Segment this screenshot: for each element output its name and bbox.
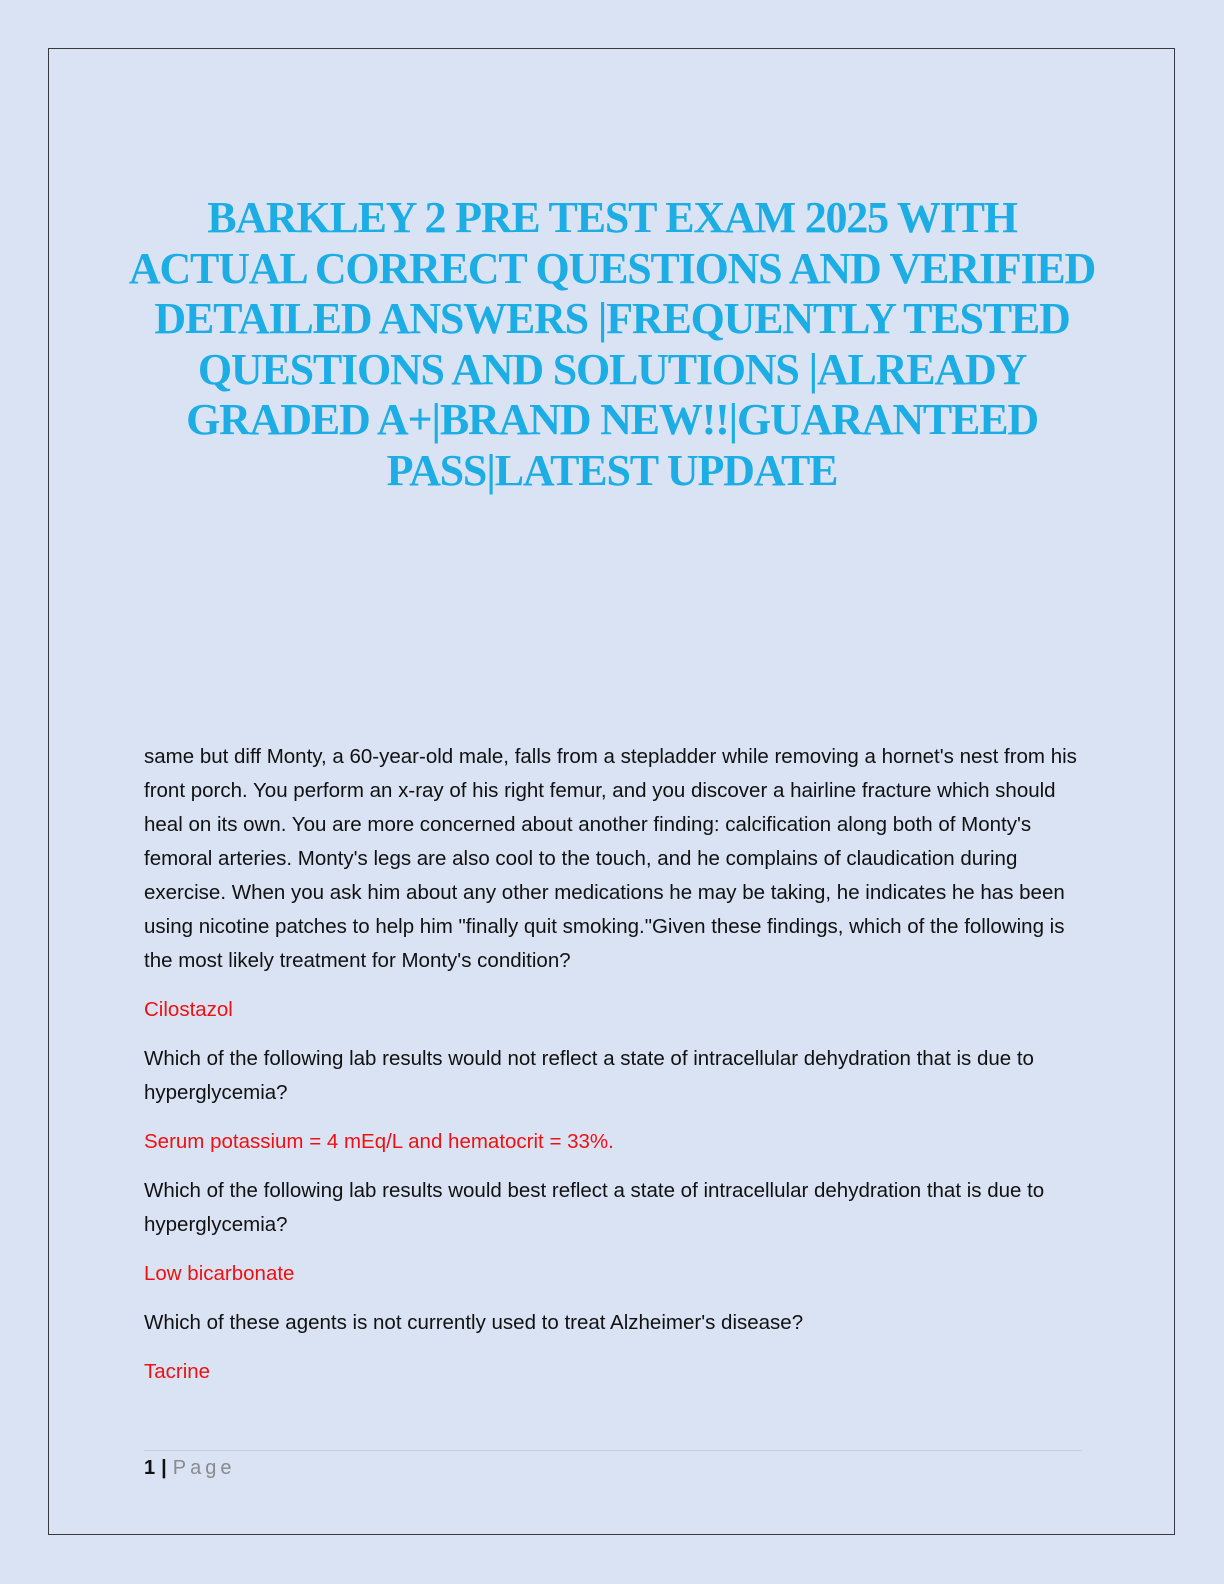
question-text: same but diff Monty, a 60-year-old male, falls from a stepladder while removing a hornet's nest from his front porch. You perform an x-ray of his right femur, and you discover a hairline fracture which should heal on its own. You are more concerned about another finding: calcification along both of Monty's femoral arteries. Monty's legs are also cool to the touch, and he complains of claudication during exercise. When you ask him about any other medications he may be taking, he indicates he has been using nicotine patches to help him "finally quit smoking."Given these findings, which of the following is the most likely treatment for Monty's condition? [144, 745, 1077, 972]
document-body [144, 740, 1084, 1404]
page-footer [144, 1455, 235, 1481]
answer-text: Low bicarbonate [144, 1262, 295, 1285]
footer-divider [144, 1450, 1082, 1451]
page-number: 1 [144, 1457, 156, 1479]
answer-text: Tacrine [144, 1360, 211, 1383]
answer-text: Serum potassium = 4 mEq/L and hematocrit = 33%. [144, 1130, 614, 1153]
question-text: Which of these agents is not currently used to treat Alzheimer's disease? [144, 1311, 804, 1334]
footer-separator: | [161, 1457, 167, 1479]
question-text: Which of the following lab results would best reflect a state of intracellular dehydration that is due to hyperglycemia? [144, 1179, 1045, 1236]
document-title: BARKLEY 2 PRE TEST EXAM 2025 WITH ACTUAL CORRECT QUESTIONS AND VERIFIED DETAILED ANSWERS |FREQUENTLY TESTED QUESTIONS AND SOLUTIONS |ALREADY GRADED A+|BRAND NEW!!|GUARANTEED PASS|LATEST UPDATE [128, 193, 1096, 495]
question-text: Which of the following lab results would not reflect a state of intracellular dehydration that is due to hyperglycemia? [144, 1047, 1034, 1104]
page-label: Page [172, 1457, 236, 1479]
answer-text: Cilostazol [144, 998, 233, 1021]
